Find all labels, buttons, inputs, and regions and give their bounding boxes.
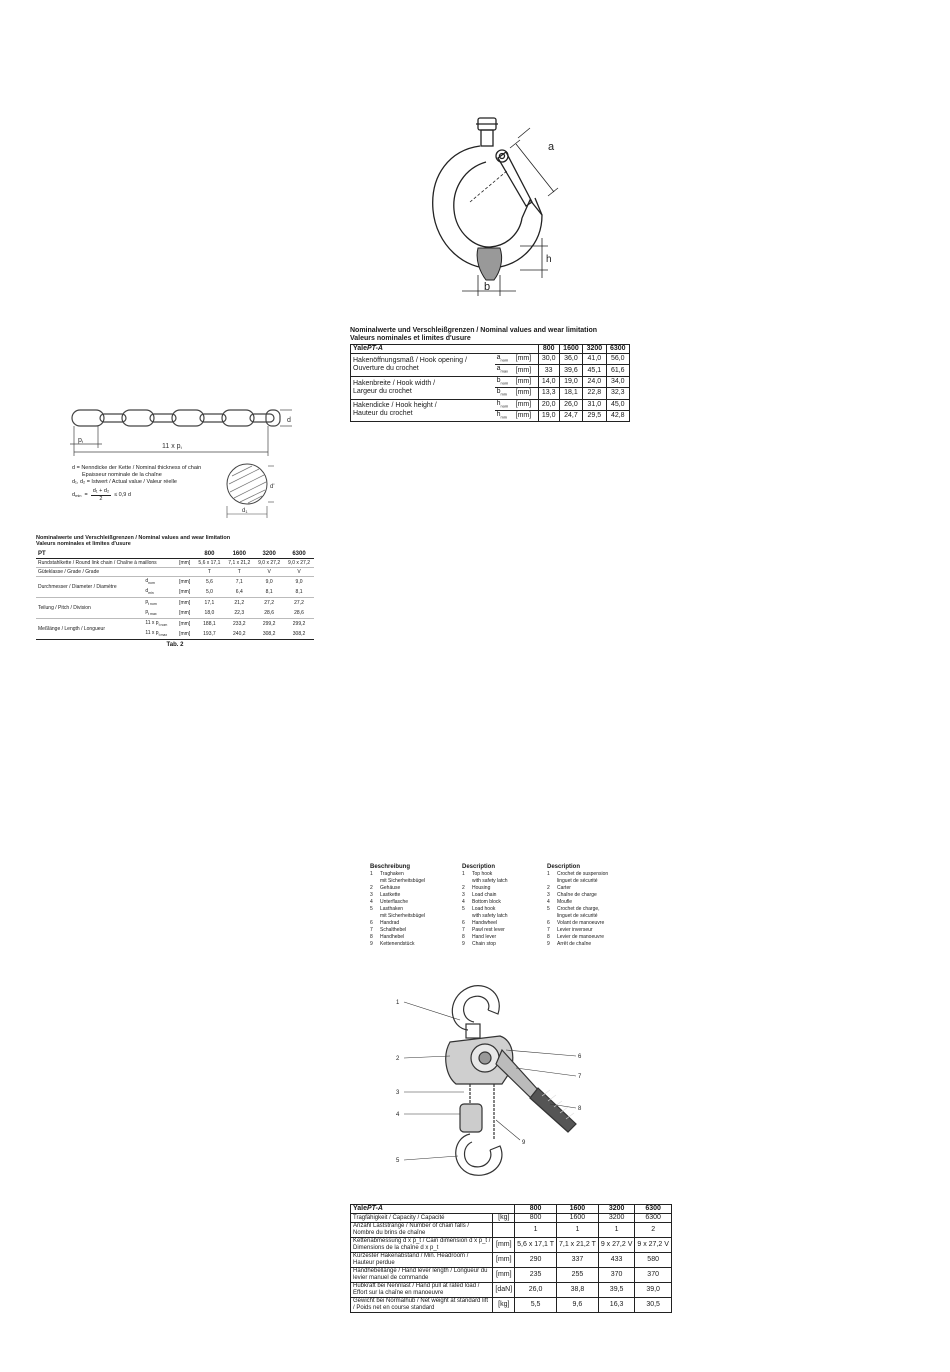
table-row: $a_{max}$ [mm] 33 39,6 45,1 61,6 (351, 365, 630, 376)
hook-table-title: Nominalwerte und Verschleißgrenzen / Nominal values and wear limitation (350, 327, 598, 334)
table-row: Teilung / Pitch / Division $p_{t nom}$ [mm] 17,1 21,2 27,2 27,2 (36, 598, 314, 609)
legend-item: 6 Handwheel (462, 920, 498, 926)
table-row: Hakenöffnungsmaß / Hook opening / Ouverture du crochet $a_{nom}$ [mm] 30,0 36,0 41,0 56,0 (351, 354, 630, 365)
hook-figure (430, 110, 580, 300)
model-suffix: PT-A (367, 345, 383, 352)
table-row: Hubkraft bei Nennlast / Hand pull at rated load / Effort sur la chaîne en manoeuvre [daN] 26,0 38,8 39,5 39,0 (351, 1283, 672, 1298)
legend-item: 7 Levier inverseur (547, 927, 593, 933)
legend-item: 7 Pawl rest lever (462, 927, 505, 933)
legend-item: 4 Moufle (547, 899, 573, 905)
callout-7: 7 (578, 1074, 582, 1080)
table-row: Hakendicke / Hook height / Hauteur du crochet $h_{nom}$ [mm] 20,0 26,0 31,0 45,0 (351, 399, 630, 410)
legend-item: 9 Kettenendstück (370, 941, 415, 947)
callout-2: 2 (396, 1056, 400, 1062)
table-row: Kürzester Hakenabstand / Min. Headroom / Hauteur perdue [mm] 290 337 433 580 (351, 1253, 672, 1268)
legend-item: mit Sicherheitsbügel (380, 913, 426, 919)
def-line-2: Epaisseur nominale de la chaîne (82, 472, 162, 478)
legend-item: 5 Load hook (462, 906, 496, 912)
legend-item: 8 Levier de manoeuvre (547, 934, 604, 940)
legend-item: 2 Housing (462, 885, 491, 891)
table-row: Tragfähigkeit / Capacity / Capacité [kg] 800 1600 3200 6300 (351, 1214, 672, 1223)
table-row: $p_{t max}$ [mm] 18,0 22,3 28,6 28,6 (36, 608, 314, 619)
hook-table-section (350, 327, 630, 422)
callout-9: 9 (522, 1140, 526, 1146)
table-row: $d_{min}$ [mm] 5,0 6,4 8,1 8,1 (36, 587, 314, 598)
dim-a-label: a (548, 141, 555, 153)
legend-item: with safety latch (472, 878, 508, 884)
legend-item: 1 Crochet de suspension (547, 871, 609, 877)
legend-item: 5 Lasthaken (370, 906, 404, 912)
def-line-3: d₁, d₂ = Istwert / Actual value / Valeur réelle (72, 479, 177, 485)
legend-item: 5 Crochet de charge, (547, 906, 600, 912)
chain-table-title: Nominalwerte und Verschleißgrenzen / Nominal values and wear limitation (36, 535, 231, 541)
chain-pitch-label: pt (78, 437, 84, 444)
table-row: Kettenabmessung d x p_t / Cain dimension d x p_t / Dimensions de la chaîne d x p_t [mm] 5,6 x 17,1 T 7,1 x 21,2 T 9 x 27,2 V 9 x 27,2 V (351, 1238, 672, 1253)
table-row: Meßlänge / Length / Longueur 11 x $p_{t nom}$ [mm] 188,1 233,2 299,2 299,2 (36, 619, 314, 630)
callout-1: 1 (396, 1000, 400, 1006)
table-row: Handhebellänge / Hand lever length / Longueur du levier manuel de commande [mm] 235 255 370 370 (351, 1268, 672, 1283)
chain-d1-label: d1 (242, 508, 248, 514)
def-line-1: d = Nenndicke der Kette / Nominal thickness of chain (72, 465, 202, 471)
col-1600: 1600 (559, 345, 582, 354)
chain-table-subtitle: Valeurs nominales et limites d'usure (36, 541, 131, 547)
legend-item: linguet de sécurité (557, 878, 598, 884)
legend-item: 1 Traghaken (370, 871, 404, 877)
table-row: Anzahl Laststränge / Number of chain falls / Nombre du brins de chaîne 1 1 1 2 (351, 1223, 672, 1238)
legend-item: 6 Volant de manoeuvre (547, 920, 605, 926)
legend-item: 4 Unterflasche (370, 899, 409, 905)
formula: d min = $\frac{\text{d₁ + d₂}}{2}$ ≤ 0,9 d (72, 488, 131, 502)
table-row: $b_{min}$ [mm] 13,3 18,1 22,8 32,3 (351, 388, 630, 399)
legend-item: 7 Schalthebel (370, 927, 407, 933)
callout-5: 5 (396, 1158, 400, 1164)
chain-d-label: d (287, 417, 291, 424)
model-name: Yale (353, 345, 368, 352)
legend-item: 3 Lastkette (370, 892, 401, 898)
legend-col-en: Description 1 Top hook with safety latch 2 Housing 3 Load chain 4 Bottom block 5 Load hook with safety latch 6 Handwheel 7 Pawl rest lever 8 Hand lever 9 Chain stop (462, 864, 547, 948)
legend-item: 1 Top hook (462, 871, 493, 877)
chain-table: PT 800 1600 3200 6300 Rundstahlkette / Round link chain / Chaîne à maillons [mm] 5,6 x 17,1 7,1 x 21,2 9,0 x 27,2 9,0 x 27,2 Güteklasse / Grade / Grade T T V V Durchmesser / Diameter / Diamètre $d_{nom}$ [mm] 5,6 7,1 9,0 9,0 $d_{min}$ [mm] 5,0 6,4 8,1 8,1 Teilung / Pitch / Division $p_{t nom}$ [mm] 17,1 21,2 27,2 27,2 $p_{t max}$ [mm] 18,0 22,3 28,6 28,6 Meßlänge / Length / Longueur 11 x $p_{t nom}$ [mm] 188,1 233,2 299,2 299,2 11 x $p_{t max}$ [mm] 193,7 240,2 308,2 308,2 (36, 550, 314, 640)
table-caption: Tab. 2 (166, 642, 184, 648)
table-row: Durchmesser / Diameter / Diamètre $d_{nom}$ [mm] 5,6 7,1 9,0 9,0 (36, 577, 314, 588)
table-row: Hakenbreite / Hook width / Largeur du crochet $b_{nom}$ [mm] 14,0 19,0 24,0 34,0 (351, 376, 630, 387)
callout-6: 6 (578, 1054, 582, 1060)
table-row: Güteklasse / Grade / Grade T T V V (36, 568, 314, 577)
col-800: 800 (538, 345, 559, 354)
legend-item: 8 Hand lever (462, 934, 497, 940)
callout-4: 4 (396, 1112, 400, 1118)
chain-length-label: 11 x pt (162, 443, 182, 450)
legend-item: 4 Bottom block (462, 899, 501, 905)
legend-col-fr: Description 1 Crochet de suspension linguet de sécurité 2 Carter 3 Chaîne de charge 4 Moufle 5 Crochet de charge, linguet de sécurité 6 Volant de manoeuvre 7 Levier inverseur 8 Levier de manoeuvre 9 Arrêt de chaîne (547, 864, 637, 948)
table-row: Gewicht bei Normalhub / Net weight at standard lift / Poids net en course standard [kg] 5,5 9,6 16,3 30,5 (351, 1298, 672, 1313)
col-6300: 6300 (606, 345, 629, 354)
hook-table (350, 344, 630, 422)
col-3200: 3200 (583, 345, 606, 354)
table-row: Rundstahlkette / Round link chain / Chaîne à maillons [mm] 5,6 x 17,1 7,1 x 21,2 9,0 x 27,2 9,0 x 27,2 (36, 559, 314, 568)
chain-definitions (72, 465, 242, 503)
legend-item: 2 Carter (547, 885, 571, 891)
parts-legend (370, 864, 637, 948)
legend-item: 6 Handrad (370, 920, 400, 926)
callout-8: 8 (578, 1106, 582, 1112)
specs-table-section (350, 1204, 672, 1313)
callout-3: 3 (396, 1090, 400, 1096)
legend-item: 3 Chaîne de charge (547, 892, 597, 898)
hook-table-subtitle: Valeurs nominales et limites d'usure (350, 335, 471, 342)
legend-col-de: Beschreibung 1 Traghaken mit Sicherheitsbügel 2 Gehäuse 3 Lastkette 4 Unterflasche 5 Lasthaken mit Sicherheitsbügel 6 Handrad 7 Schalthebel 8 Handhebel 9 Kettenendstück (370, 864, 462, 948)
legend-item: linguet de sécurité (557, 913, 598, 919)
table-row: $h_{min}$ [mm] 19,0 24,7 29,5 42,8 (351, 410, 630, 421)
dim-h-label: h (546, 254, 552, 265)
chain-figure (62, 404, 302, 524)
legend-item: mit Sicherheitsbügel (380, 878, 426, 884)
legend-item: 8 Handhebel (370, 934, 405, 940)
legend-item: with safety latch (472, 913, 508, 919)
legend-item: 3 Load chain (462, 892, 497, 898)
specs-table: YalePT-A 800 1600 3200 6300 Tragfähigkeit / Capacity / Capacité [kg] 800 1600 3200 6300 Anzahl Laststränge / Number of chain falls / Nombre du brins de chaîne 1 1 1 2 Kettenabmessung d x p_t / Cain dimension d x p_t / Dimensions de la chaîne d x p_t [mm] 5,6 x 17,1 T 7,1 x 21,2 T 9 x 27,2 V 9 x 27,2 V Kürzester Hakenabstand / Min. Headroom / Hauteur perdue [mm] 290 337 433 580 Handhebellänge / Hand lever length / Longueur du levier manuel de commande [mm] 235 255 370 370 Hubkraft bei Nennlast / Hand pull at rated load / Effort sur la chaîne en manoeuvre [daN] 26,0 38,8 39,5 39,0 Gewicht bei Normalhub / Net weight at standard lift / Poids net en course standard [kg] 5,5 9,6 16,3 30,5 (350, 1204, 672, 1313)
legend-item: 9 Chain stop (462, 941, 496, 947)
legend-item: 2 Gehäuse (370, 885, 401, 891)
hoist-figure (390, 980, 610, 1180)
chain-table-section (36, 535, 314, 648)
chain-table-header: PT (36, 550, 194, 559)
table-row: 11 x $p_{t max}$ [mm] 193,7 240,2 308,2 308,2 (36, 629, 314, 640)
dim-b-label: b (484, 281, 491, 293)
chain-cross-label: d' (270, 484, 275, 490)
legend-item: 9 Arrêt de chaîne (547, 941, 592, 947)
